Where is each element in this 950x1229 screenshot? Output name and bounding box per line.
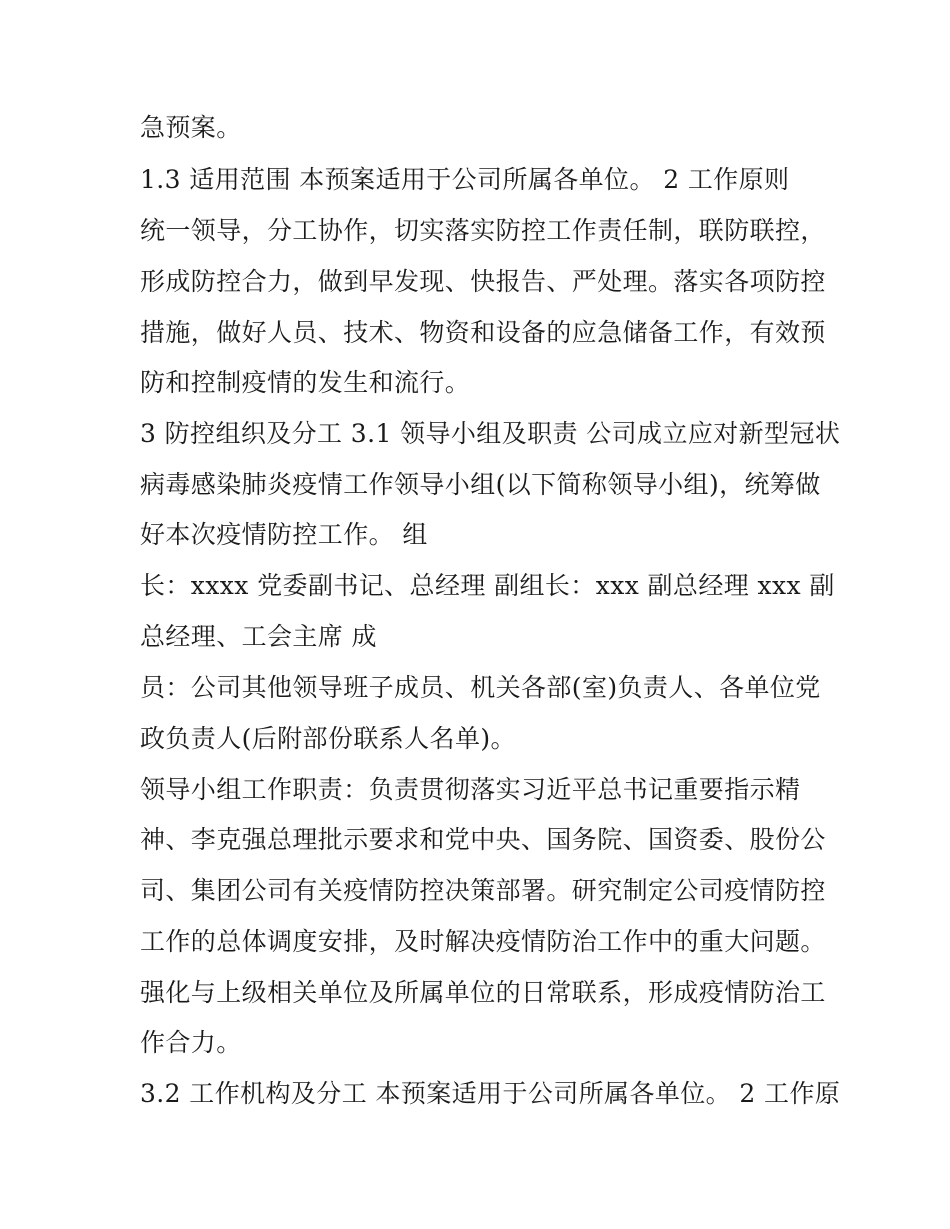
text-line-3: 统一领导，分工协作，切实落实防控工作责任制，联防联控， <box>140 216 826 245</box>
text-line-6: 防和控制疫情的发生和流行。 <box>140 368 471 397</box>
text-line-4: 形成防控合力，做到早发现、快报告、严处理。落实各项防控 <box>140 267 826 296</box>
text-line-20: 3.2 工作机构及分工 本预案适用于公司所属各单位。 2 工作原 <box>140 1079 841 1108</box>
text-line-7: 3 防控组织及分工 3.1 领导小组及职责 公司成立应对新型冠状 <box>140 419 841 448</box>
text-line-14: 领导小组工作职责：负责贯彻落实习近平总书记重要指示精 <box>140 775 801 804</box>
text-line-1: 急预案。 <box>140 113 242 142</box>
text-line-12: 员：公司其他领导班子成员、机关各部(室)负责人、各单位党 <box>140 673 821 702</box>
text-line-11: 总经理、工会主席 成 <box>140 622 377 651</box>
text-line-9: 好本次疫情防控工作。 组 <box>140 520 428 549</box>
text-line-10: 长：xxxx 党委副书记、总经理 副组长：xxx 副总经理 xxx 副 <box>140 571 835 600</box>
text-line-13: 政负责人(后附部份联系人名单)。 <box>140 724 516 753</box>
text-line-16: 司、集团公司有关疫情防控决策部署。研究制定公司疫情防控 <box>140 876 826 905</box>
text-line-5: 措施，做好人员、技术、物资和设备的应急储备工作，有效预 <box>140 318 826 347</box>
text-line-17: 工作的总体调度安排，及时解决疫情防治工作中的重大问题。 <box>140 927 826 956</box>
text-line-2: 1.3 适用范围 本预案适用于公司所属各单位。 2 工作原则 <box>140 165 790 194</box>
text-line-19: 作合力。 <box>140 1028 242 1057</box>
text-line-15: 神、李克强总理批示要求和党中央、国务院、国资委、股份公 <box>140 825 826 854</box>
text-line-18: 强化与上级相关单位及所属单位的日常联系，形成疫情防治工 <box>140 978 826 1007</box>
text-line-8: 病毒感染肺炎疫情工作领导小组(以下简称领导小组)，统筹做 <box>140 470 821 499</box>
